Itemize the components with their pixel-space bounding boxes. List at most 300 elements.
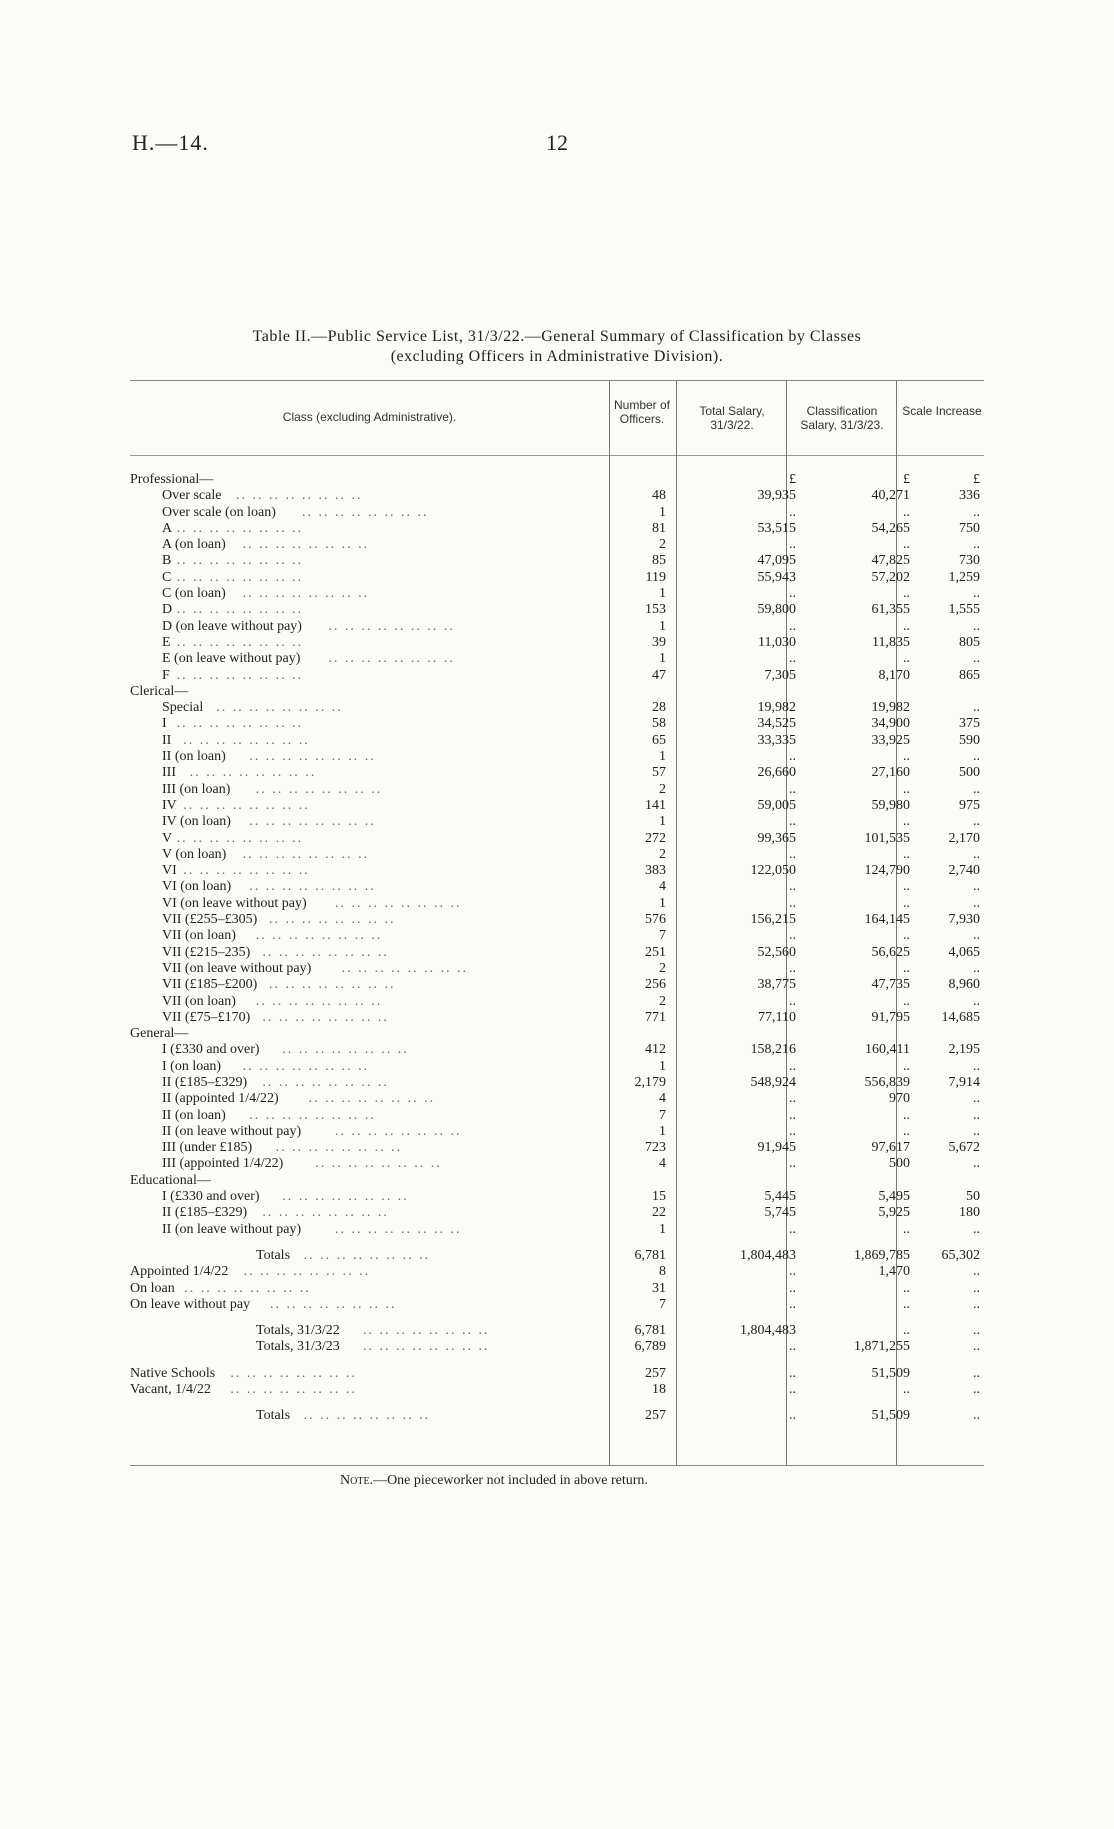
officers-cell: 272 — [645, 830, 666, 846]
leader-dots: .. .. .. .. .. .. .. .. — [335, 1123, 462, 1139]
classification-cell: 51,509 — [871, 1365, 910, 1381]
officers-cell: 576 — [645, 912, 666, 928]
table-row — [130, 733, 984, 749]
salary-cell: 11,030 — [758, 634, 796, 650]
row-label: I — [162, 716, 167, 732]
classification-cell: .. — [903, 1323, 910, 1339]
table-row — [130, 1042, 984, 1058]
table-row — [130, 945, 984, 961]
classification-cell: 1,470 — [878, 1264, 910, 1280]
leader-dots: .. .. .. .. .. .. .. .. — [176, 602, 304, 618]
salary-cell: 7,305 — [764, 667, 796, 683]
salary-cell: .. — [789, 537, 796, 553]
classification-cell: 57,202 — [871, 569, 910, 585]
row-label: VI (on leave without pay) — [162, 895, 307, 911]
row-label: On leave without pay — [130, 1296, 251, 1312]
officers-cell: 153 — [645, 602, 666, 618]
salary-cell: .. — [789, 618, 796, 634]
summary-table-body — [130, 472, 984, 1425]
leader-dots: .. .. .. .. .. .. .. .. — [249, 879, 376, 895]
salary-cell: .. — [789, 895, 796, 911]
increase-cell: .. — [973, 1280, 980, 1296]
classification-cell: .. — [903, 1123, 910, 1139]
officers-cell: 4 — [659, 879, 666, 895]
leader-dots: .. .. .. .. .. .. .. .. — [230, 1365, 357, 1381]
row-label: IV (on loan) — [162, 814, 231, 830]
salary-cell: .. — [789, 1280, 796, 1296]
footnote — [340, 1473, 648, 1489]
increase-cell: .. — [973, 846, 980, 862]
table-row — [130, 1059, 984, 1075]
salary-cell: .. — [789, 960, 796, 976]
officers-cell: 1 — [659, 1221, 666, 1237]
table-row — [130, 668, 984, 684]
increase-cell: .. — [973, 1382, 980, 1398]
column-header-classification: Classification Salary, 31/3/23. — [800, 404, 884, 432]
increase-cell: .. — [973, 1264, 980, 1280]
increase-cell: .. — [973, 586, 980, 602]
leader-dots: .. .. .. .. .. .. .. .. — [176, 830, 304, 846]
row-label: A — [162, 520, 173, 536]
increase-cell: 4,065 — [948, 944, 980, 960]
classification-cell: .. — [903, 960, 910, 976]
row-label: II (appointed 1/4/22) — [162, 1091, 279, 1107]
row-label: VII (£75–£170) — [162, 1009, 251, 1025]
leader-dots: .. .. .. .. .. .. .. .. — [328, 618, 455, 634]
leader-dots: .. .. .. .. .. .. .. .. — [303, 1408, 431, 1424]
leader-dots: .. .. .. .. .. .. .. .. — [335, 895, 462, 911]
officers-cell: 15 — [652, 1189, 666, 1205]
leader-dots: .. .. .. .. .. .. .. .. — [249, 749, 376, 765]
table-row — [130, 1248, 984, 1264]
salary-cell: 53,515 — [757, 520, 796, 536]
increase-cell: .. — [973, 651, 980, 667]
row-label: VII (£215–235) — [162, 944, 251, 960]
column-header-increase: Scale Increase — [902, 404, 982, 418]
classification-cell: .. — [903, 586, 910, 602]
salary-cell: 52,560 — [757, 944, 796, 960]
table-top-rule — [130, 380, 984, 381]
leader-dots: .. .. .. .. .. .. .. .. — [243, 1264, 371, 1280]
leader-dots: .. .. .. .. .. .. .. .. — [242, 1058, 370, 1074]
increase-cell: 375 — [959, 716, 980, 732]
table-row — [130, 879, 984, 895]
footnote-label: Note. — [340, 1473, 374, 1488]
row-label: E (on leave without pay) — [162, 651, 301, 667]
classification-cell: .. — [903, 749, 910, 765]
increase-cell: 14,685 — [941, 1009, 980, 1025]
row-label: VII (on leave without pay) — [162, 960, 312, 976]
leader-dots: .. .. .. .. .. .. .. .. — [176, 520, 304, 536]
increase-cell: 65,302 — [941, 1247, 980, 1263]
table-row — [130, 814, 984, 830]
classification-cell: 556,839 — [864, 1074, 910, 1090]
leader-dots: .. .. .. .. .. .. .. .. — [363, 1339, 490, 1355]
officers-cell: 119 — [645, 569, 666, 585]
salary-cell: 1,804,483 — [740, 1323, 796, 1339]
officers-cell: 18 — [652, 1382, 666, 1398]
table-row — [130, 1408, 984, 1424]
row-label: VII (on loan) — [162, 928, 236, 944]
classification-cell: 91,795 — [871, 1009, 910, 1025]
table-row — [130, 684, 984, 700]
salary-cell: 99,365 — [757, 830, 796, 846]
row-spacer — [130, 1398, 984, 1408]
document-id: H.—14. — [132, 130, 209, 155]
increase-cell: .. — [973, 504, 980, 520]
increase-cell: .. — [973, 1365, 980, 1381]
classification-cell: 8,170 — [878, 667, 910, 683]
salary-cell: .. — [789, 879, 796, 895]
row-label: II — [162, 732, 172, 748]
row-label: A (on loan) — [162, 537, 226, 553]
column-header-salary: Total Salary, 31/3/22. — [699, 404, 765, 432]
table-title-line2: (excluding Officers in Administrative Division). — [390, 348, 724, 365]
officers-cell: 28 — [652, 700, 666, 716]
increase-cell: 865 — [959, 667, 980, 683]
table-row — [130, 488, 984, 504]
leader-dots: .. .. .. .. .. .. .. .. — [242, 846, 370, 862]
salary-cell: .. — [789, 1221, 796, 1237]
row-label: Vacant, 1/4/22 — [130, 1382, 211, 1398]
table-row — [130, 586, 984, 602]
classification-cell: .. — [903, 781, 910, 797]
salary-cell: .. — [789, 993, 796, 1009]
classification-cell: 34,900 — [871, 716, 910, 732]
officers-cell: 8 — [659, 1264, 666, 1280]
row-label: V (on loan) — [162, 846, 227, 862]
salary-cell: 5,745 — [764, 1205, 796, 1221]
leader-dots: .. .. .. .. .. .. .. .. — [363, 1323, 490, 1339]
row-spacer — [130, 1313, 984, 1323]
row-label: Totals, 31/3/22 — [256, 1323, 340, 1339]
row-label: C (on loan) — [162, 586, 226, 602]
table-row — [130, 1189, 984, 1205]
officers-cell: 383 — [645, 863, 666, 879]
table-row — [130, 635, 984, 651]
salary-cell: .. — [789, 1382, 796, 1398]
table-row — [130, 716, 984, 732]
salary-cell: 1,804,483 — [740, 1247, 796, 1263]
classification-cell: .. — [903, 846, 910, 862]
salary-cell: .. — [789, 781, 796, 797]
officers-cell: 48 — [652, 488, 666, 504]
classification-cell: .. — [903, 651, 910, 667]
classification-cell: .. — [903, 618, 910, 634]
increase-cell: 1,259 — [948, 569, 980, 585]
table-row — [130, 977, 984, 993]
column-header-officers: Number of Officers. — [613, 398, 671, 426]
increase-cell: 590 — [959, 732, 980, 748]
row-label: Totals, 31/3/23 — [256, 1339, 340, 1355]
classification-cell: .. — [903, 1107, 910, 1123]
table-row — [130, 961, 984, 977]
leader-dots: .. .. .. .. .. .. .. .. — [242, 537, 370, 553]
increase-cell: 8,960 — [948, 977, 980, 993]
officers-cell: 2 — [659, 537, 666, 553]
table-row — [130, 749, 984, 765]
officers-cell: 31 — [652, 1280, 666, 1296]
leader-dots: .. .. .. .. .. .. .. .. — [270, 1296, 397, 1312]
salary-cell: .. — [789, 928, 796, 944]
table-row — [130, 1108, 984, 1124]
increase-cell: .. — [973, 1296, 980, 1312]
table-row — [130, 1297, 984, 1313]
table-row — [130, 1205, 984, 1221]
classification-cell: 5,495 — [878, 1189, 910, 1205]
classification-cell: 54,265 — [871, 520, 910, 536]
row-label: Clerical— — [130, 683, 189, 699]
table-row — [130, 798, 984, 814]
leader-dots: .. .. .. .. .. .. .. .. — [236, 488, 363, 504]
officers-cell: 81 — [652, 520, 666, 536]
table-row — [130, 1075, 984, 1091]
row-label: Totals — [256, 1247, 291, 1263]
table-row — [130, 570, 984, 586]
officers-cell: 7 — [659, 1296, 666, 1312]
leader-dots: .. .. .. .. .. .. .. .. — [315, 1156, 442, 1172]
increase-cell: .. — [973, 537, 980, 553]
row-label: VI (on loan) — [162, 879, 232, 895]
salary-cell: .. — [789, 651, 796, 667]
salary-cell: .. — [789, 586, 796, 602]
officers-cell: 2 — [659, 993, 666, 1009]
increase-cell: 2,170 — [948, 830, 980, 846]
increase-cell: .. — [973, 928, 980, 944]
classification-cell: 1,869,785 — [854, 1247, 910, 1263]
leader-dots: .. .. .. .. .. .. .. .. — [242, 586, 370, 602]
increase-cell: 500 — [959, 765, 980, 781]
leader-dots: .. .. .. .. .. .. .. .. — [282, 1042, 409, 1058]
increase-cell: 5,672 — [948, 1140, 980, 1156]
row-label: I (£330 and over) — [162, 1189, 260, 1205]
classification-cell: .. — [903, 1221, 910, 1237]
officers-cell: 4 — [659, 1091, 666, 1107]
classification-cell: 970 — [889, 1091, 910, 1107]
officers-cell: 257 — [645, 1365, 666, 1381]
row-label: II (on leave without pay) — [162, 1123, 302, 1139]
classification-cell: 47,735 — [871, 977, 910, 993]
row-label: I (£330 and over) — [162, 1042, 260, 1058]
increase-cell: .. — [973, 1107, 980, 1123]
leader-dots: .. .. .. .. .. .. .. .. — [269, 912, 396, 928]
table-row — [130, 928, 984, 944]
leader-dots: .. .. .. .. .. .. .. .. — [184, 1280, 311, 1296]
row-label: Educational— — [130, 1172, 211, 1188]
leader-dots: .. .. .. .. .. .. .. .. — [216, 700, 343, 716]
table-row — [130, 765, 984, 781]
leader-dots: .. .. .. .. .. .. .. .. — [176, 716, 304, 732]
table-row — [130, 472, 984, 488]
table-row — [130, 912, 984, 928]
salary-cell: .. — [789, 1156, 796, 1172]
salary-cell: .. — [789, 1058, 796, 1074]
row-label: I (on loan) — [162, 1058, 222, 1074]
table-row — [130, 1010, 984, 1026]
salary-cell: .. — [789, 846, 796, 862]
leader-dots: .. .. .. .. .. .. .. .. — [183, 863, 310, 879]
classification-cell: 1,871,255 — [854, 1339, 910, 1355]
row-spacer — [130, 1238, 984, 1248]
salary-cell: .. — [789, 1107, 796, 1123]
leader-dots: .. .. .. .. .. .. .. .. — [183, 797, 310, 813]
table-row — [130, 1281, 984, 1297]
officers-cell: 723 — [645, 1140, 666, 1156]
table-row — [130, 1382, 984, 1398]
officers-cell: 7 — [659, 928, 666, 944]
increase-cell: .. — [973, 879, 980, 895]
leader-dots: .. .. .. .. .. .. .. .. — [183, 732, 310, 748]
increase-cell: .. — [973, 1123, 980, 1139]
salary-cell: 19,982 — [757, 700, 796, 716]
salary-cell: 5,445 — [764, 1189, 796, 1205]
table-row — [130, 1366, 984, 1382]
salary-cell: 47,095 — [757, 553, 796, 569]
officers-cell: 2 — [659, 960, 666, 976]
classification-cell: 61,355 — [871, 602, 910, 618]
officers-cell: 7 — [659, 1107, 666, 1123]
classification-cell: 33,925 — [871, 732, 910, 748]
leader-dots: .. .. .. .. .. .. .. .. — [255, 993, 383, 1009]
row-label: II (on loan) — [162, 749, 226, 765]
increase-cell: .. — [973, 1408, 980, 1424]
classification-cell: .. — [903, 504, 910, 520]
officers-cell: 1 — [659, 651, 666, 667]
increase-cell: .. — [973, 960, 980, 976]
classification-cell: .. — [903, 879, 910, 895]
leader-dots: .. .. .. .. .. .. .. .. — [335, 1221, 462, 1237]
row-label: Professional— — [130, 472, 214, 487]
table-row — [130, 1339, 984, 1355]
classification-cell: 5,925 — [878, 1205, 910, 1221]
officers-cell: 58 — [652, 716, 666, 732]
table-row — [130, 994, 984, 1010]
increase-cell: 336 — [959, 488, 980, 504]
classification-cell: 27,160 — [871, 765, 910, 781]
salary-cell: 38,775 — [757, 977, 796, 993]
increase-cell: .. — [973, 1156, 980, 1172]
increase-cell: 805 — [959, 634, 980, 650]
table-row — [130, 521, 984, 537]
row-label: II (on leave without pay) — [162, 1221, 302, 1237]
salary-cell: 34,525 — [757, 716, 796, 732]
classification-cell: £ — [903, 472, 910, 487]
table-row — [130, 782, 984, 798]
row-label: E — [162, 634, 171, 650]
classification-cell: 40,271 — [871, 488, 910, 504]
page-number: 12 — [546, 130, 568, 155]
column-header-class: Class (excluding Administrative). — [282, 410, 457, 424]
increase-cell: 180 — [959, 1205, 980, 1221]
officers-cell: 2 — [659, 846, 666, 862]
row-label: Appointed 1/4/22 — [130, 1264, 229, 1280]
officers-cell: 251 — [645, 944, 666, 960]
row-label: On loan — [130, 1280, 175, 1296]
officers-cell: 4 — [659, 1156, 666, 1172]
classification-cell: 59,980 — [871, 797, 910, 813]
leader-dots: .. .. .. .. .. .. .. .. — [328, 651, 455, 667]
row-label: C — [162, 569, 172, 585]
row-label: D (on leave without pay) — [162, 618, 302, 634]
increase-cell: .. — [973, 1091, 980, 1107]
increase-cell: .. — [973, 781, 980, 797]
table-row — [130, 863, 984, 879]
officers-cell: 257 — [645, 1408, 666, 1424]
row-label: III (under £185) — [162, 1140, 253, 1156]
salary-cell: 59,800 — [757, 602, 796, 618]
table-row — [130, 1323, 984, 1339]
increase-cell: 2,195 — [948, 1042, 980, 1058]
officers-cell: 57 — [652, 765, 666, 781]
table-row — [130, 1091, 984, 1107]
row-label: VII (£185–£200) — [162, 977, 258, 993]
increase-cell: .. — [973, 618, 980, 634]
increase-cell: 1,555 — [948, 602, 980, 618]
leader-dots: .. .. .. .. .. .. .. .. — [262, 1074, 389, 1090]
leader-dots: .. .. .. .. .. .. .. .. — [303, 1247, 431, 1263]
officers-cell: 22 — [652, 1205, 666, 1221]
classification-cell: .. — [903, 993, 910, 1009]
classification-cell: 51,509 — [871, 1408, 910, 1424]
table-bottom-rule — [130, 1465, 984, 1466]
table-title-line1: Table II.—Public Service List, 31/3/22.—General Summary of Classification by Classes — [252, 328, 862, 345]
classification-cell: 160,411 — [865, 1042, 910, 1058]
salary-cell: .. — [789, 1339, 796, 1355]
row-label: D — [162, 602, 173, 618]
classification-cell: .. — [903, 895, 910, 911]
table-row — [130, 1156, 984, 1172]
row-label: Totals — [256, 1408, 291, 1424]
table-row — [130, 537, 984, 553]
increase-cell: 2,740 — [948, 863, 980, 879]
table-row — [130, 1140, 984, 1156]
officers-cell: 6,789 — [634, 1339, 666, 1355]
increase-cell: .. — [973, 1323, 980, 1339]
classification-cell: 11,835 — [872, 634, 910, 650]
salary-cell: .. — [789, 504, 796, 520]
salary-cell: .. — [789, 1408, 796, 1424]
officers-cell: 1 — [659, 1058, 666, 1074]
table-row — [130, 619, 984, 635]
officers-cell: 1 — [659, 586, 666, 602]
leader-dots: .. .. .. .. .. .. .. .. — [176, 569, 304, 585]
classification-cell: .. — [903, 1280, 910, 1296]
increase-cell: .. — [973, 1339, 980, 1355]
table-row — [130, 847, 984, 863]
salary-cell: 33,335 — [757, 732, 796, 748]
leader-dots: .. .. .. .. .. .. .. .. — [308, 1091, 436, 1107]
officers-cell: 39 — [652, 634, 666, 650]
increase-cell: 7,914 — [948, 1074, 980, 1090]
table-row — [130, 1173, 984, 1189]
classification-cell: 19,982 — [871, 700, 910, 716]
footnote-text: —One pieceworker not included in above return. — [373, 1473, 648, 1488]
classification-cell: 47,825 — [871, 553, 910, 569]
salary-cell: 91,945 — [757, 1140, 796, 1156]
increase-cell: 7,930 — [948, 912, 980, 928]
officers-cell: 1 — [659, 504, 666, 520]
row-spacer — [130, 1356, 984, 1366]
classification-cell: .. — [903, 1058, 910, 1074]
leader-dots: .. .. .. .. .. .. .. .. — [176, 634, 304, 650]
row-label: V — [162, 830, 173, 846]
classification-cell: 101,535 — [864, 830, 910, 846]
leader-dots: .. .. .. .. .. .. .. .. — [282, 1189, 409, 1205]
row-label: III — [162, 765, 176, 781]
salary-cell: .. — [789, 1296, 796, 1312]
officers-cell: 1 — [659, 814, 666, 830]
row-label: Native Schools — [130, 1365, 216, 1381]
